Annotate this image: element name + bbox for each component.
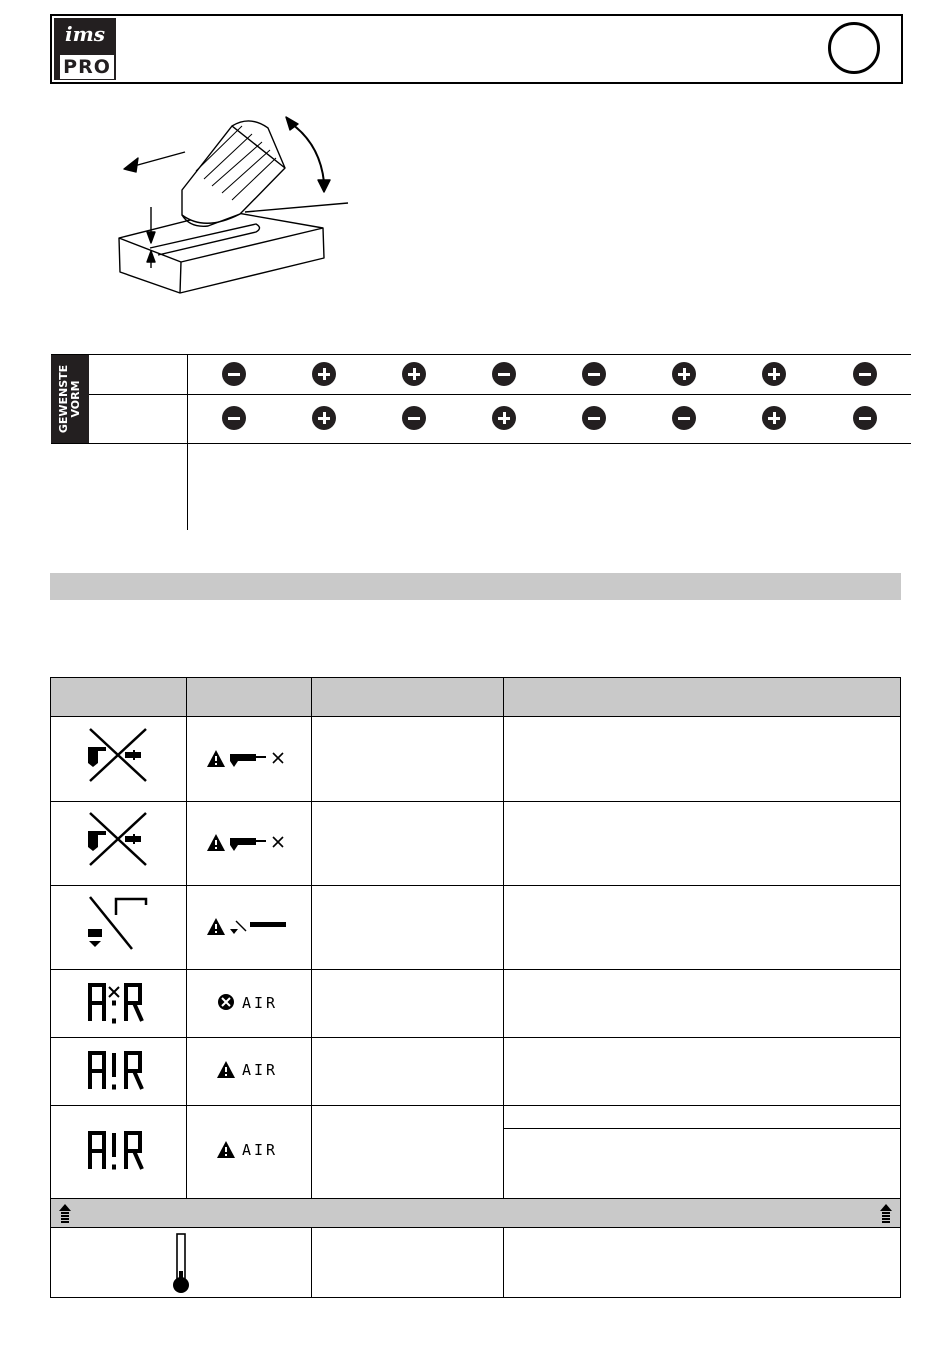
minus-sign-icon xyxy=(672,406,696,430)
warning-torch-x-icon xyxy=(206,829,296,855)
minus-sign-icon xyxy=(222,362,246,386)
grid-bottom-line xyxy=(51,443,911,444)
plus-sign-icon xyxy=(762,406,786,430)
table-header xyxy=(50,677,901,716)
warning-nozzle-contact-icon xyxy=(206,913,296,939)
grid-divider xyxy=(187,354,188,530)
warning-torch-x-icon xyxy=(206,745,296,771)
warning-air-text-2: AIR xyxy=(242,1141,279,1159)
no-nozzle-crossed-icon xyxy=(84,723,152,787)
warning-air-text: AIR xyxy=(242,1061,279,1079)
gewenste-vorm-label xyxy=(51,355,89,443)
minus-sign-icon xyxy=(402,406,426,430)
warning-air-icon xyxy=(216,1057,296,1081)
vorm-text: VORM xyxy=(69,380,82,418)
minus-sign-icon xyxy=(853,362,877,386)
torch-gouging-illustration-icon xyxy=(110,110,360,300)
language-circle-icon xyxy=(828,22,880,74)
no-air-icon xyxy=(216,989,296,1013)
minus-sign-icon xyxy=(582,406,606,430)
gewenste-text: GEWENSTE xyxy=(57,364,70,434)
plus-sign-icon xyxy=(312,406,336,430)
air-warning-icon xyxy=(84,1043,152,1099)
grid-mid-line xyxy=(89,394,911,395)
section-band xyxy=(50,573,901,600)
minus-sign-icon xyxy=(222,406,246,430)
minus-sign-icon xyxy=(492,362,516,386)
minus-sign-icon xyxy=(582,362,606,386)
logo-pro-text: PRO xyxy=(60,55,114,79)
thermometer-icon xyxy=(170,1233,192,1295)
plus-sign-icon xyxy=(672,362,696,386)
logo-ims-text: ims xyxy=(64,22,106,46)
nozzle-contact-icon xyxy=(84,891,152,955)
plus-sign-icon xyxy=(402,362,426,386)
ims-pro-logo xyxy=(54,18,116,80)
plus-sign-icon xyxy=(492,406,516,430)
alarm-table xyxy=(50,677,901,1298)
up-arrow-right-icon xyxy=(879,1203,893,1223)
table-subheader xyxy=(50,1198,901,1227)
air-warning-icon xyxy=(84,1123,152,1179)
air-crossed-icon xyxy=(84,975,152,1031)
warning-air-icon xyxy=(216,1137,296,1161)
up-arrow-left-icon xyxy=(58,1203,72,1223)
grid-top-line xyxy=(51,354,911,355)
no-air-text: AIR xyxy=(242,994,279,1012)
no-nozzle-crossed-icon xyxy=(84,807,152,871)
minus-sign-icon xyxy=(853,406,877,430)
page-header xyxy=(50,14,903,84)
plus-sign-icon xyxy=(312,362,336,386)
plus-sign-icon xyxy=(762,362,786,386)
